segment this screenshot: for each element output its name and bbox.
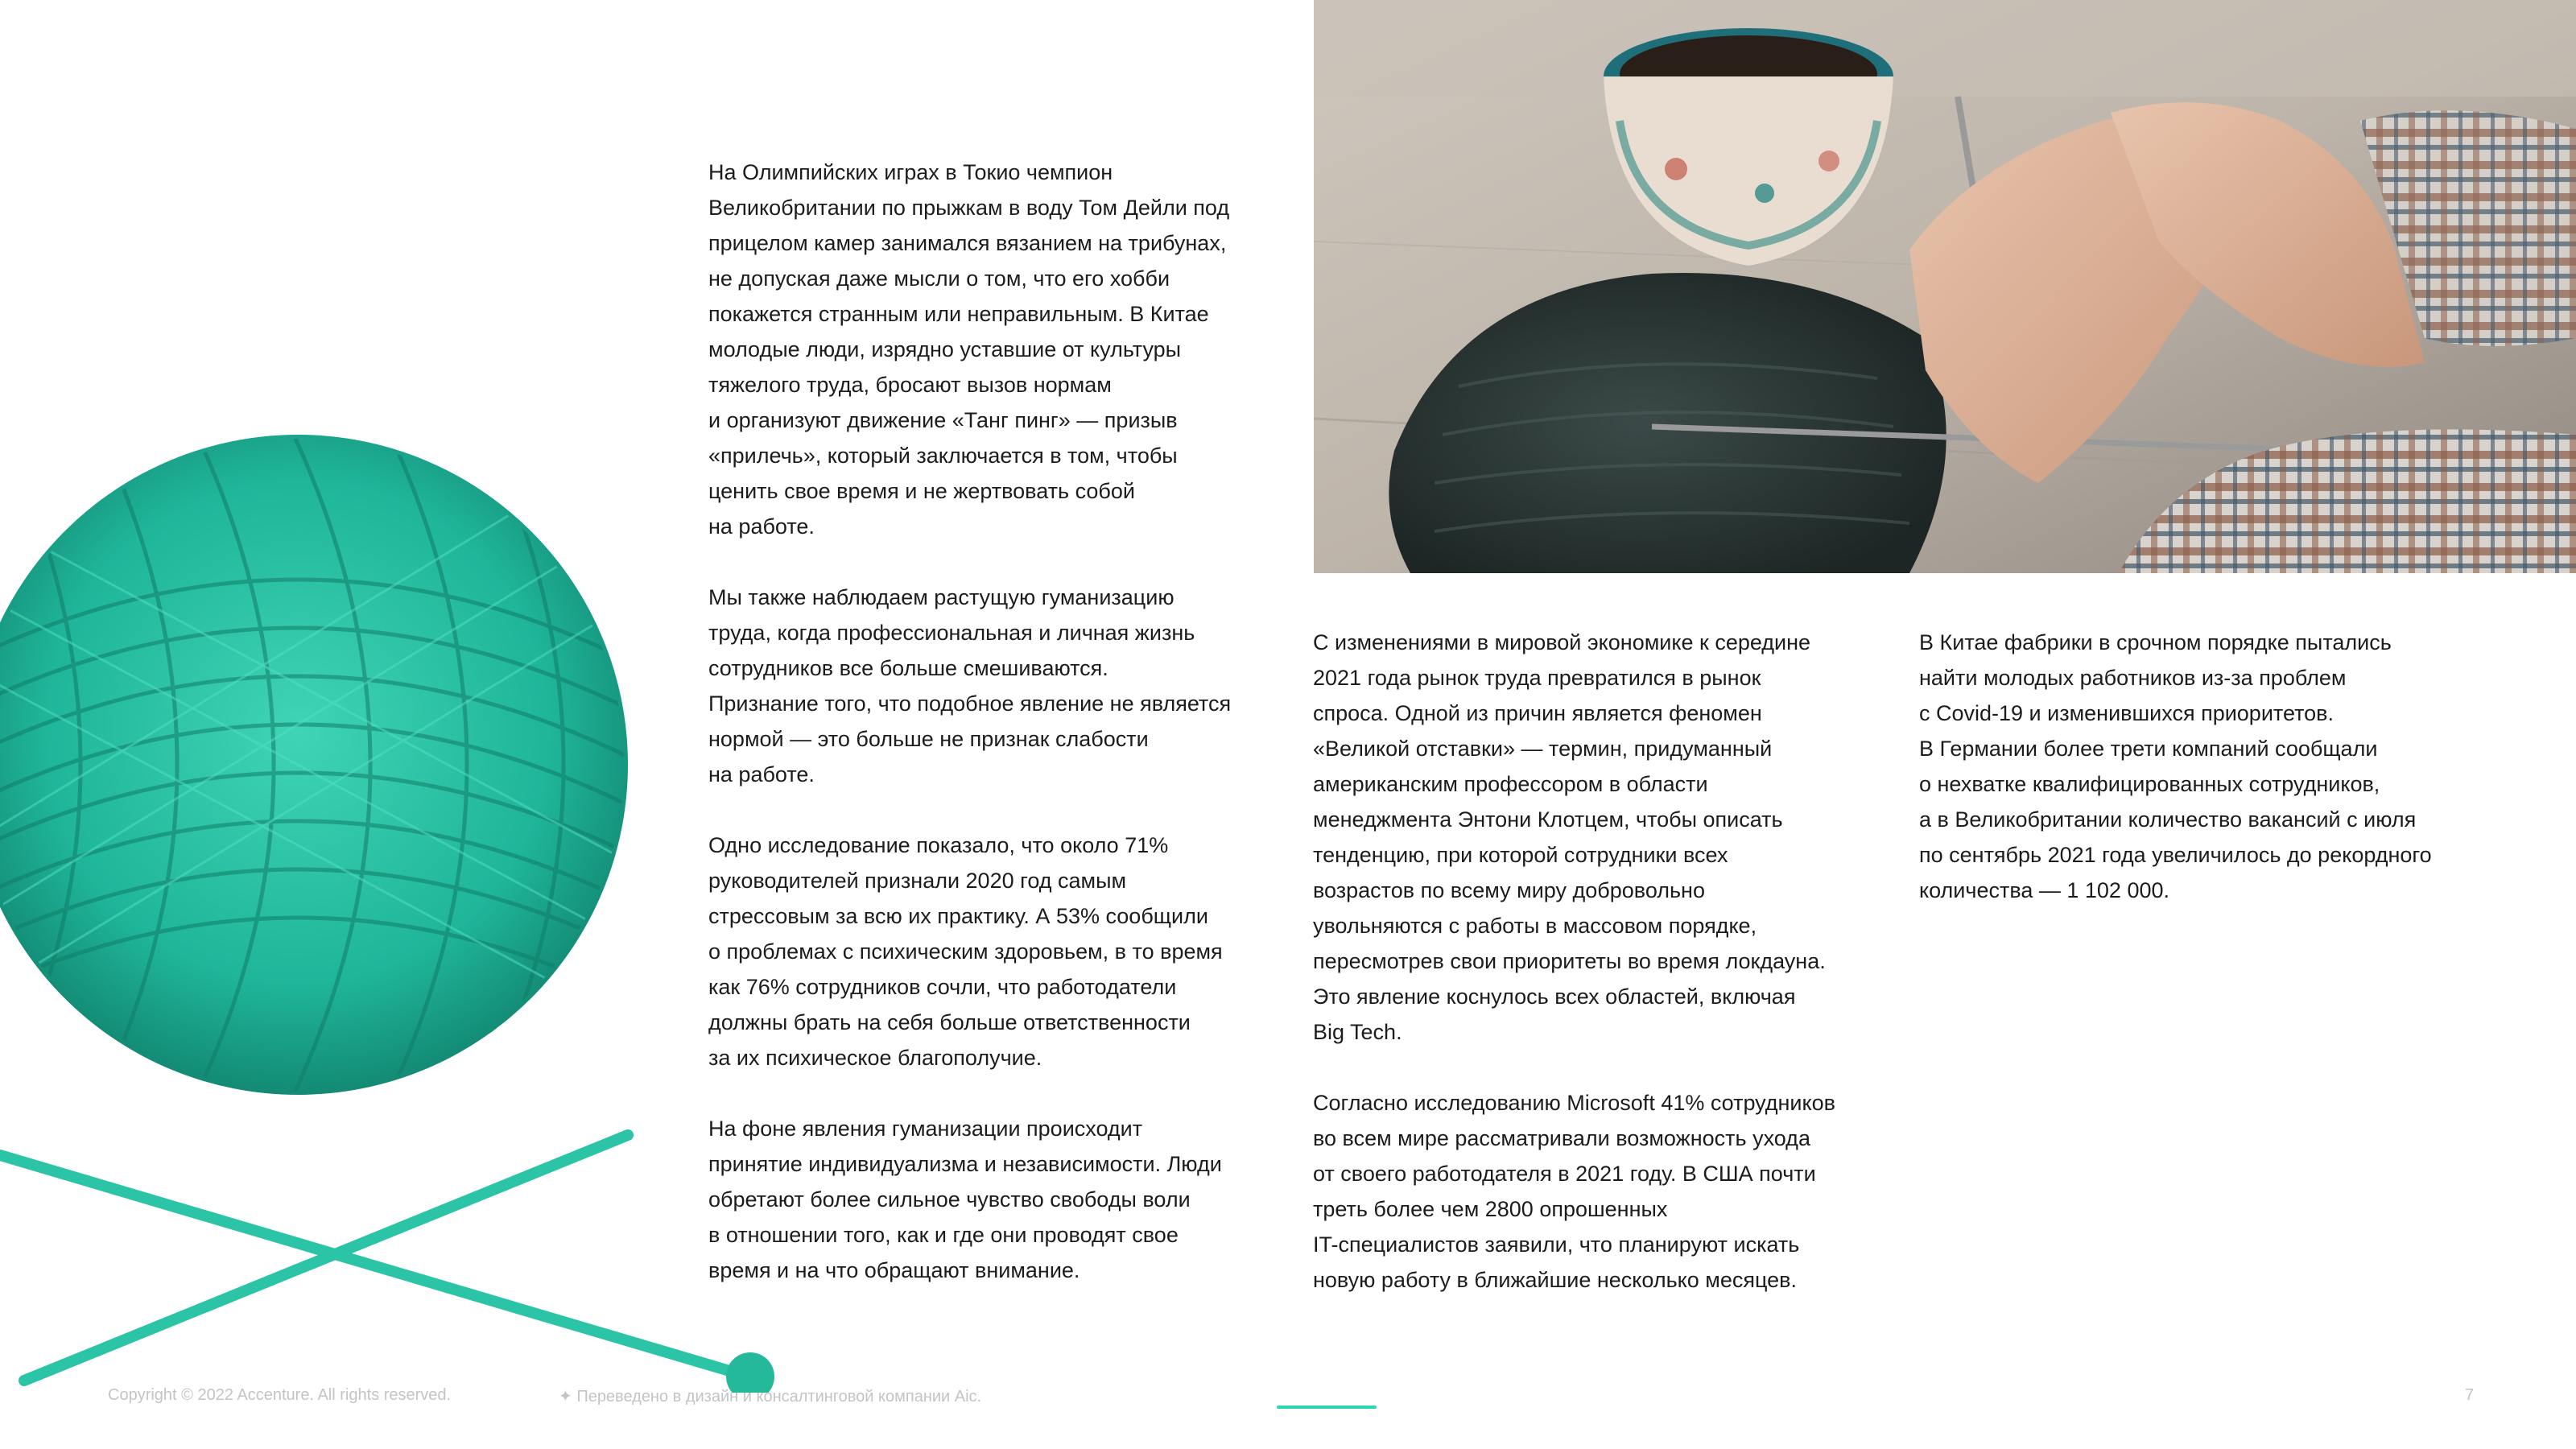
page-number: 7 (2465, 1386, 2475, 1404)
text-line: Это явление коснулось всех областей, включая (1313, 985, 1796, 1009)
text-line: IT-специалистов заявили, что планируют искать (1313, 1232, 1800, 1257)
knitting-hands-photo (1314, 0, 2576, 573)
paragraph (708, 155, 1272, 544)
text-line: прицелом камер занимался вязанием на трибунах, (708, 231, 1227, 255)
text-line: нормой — это больше не признак слабости (708, 727, 1149, 751)
text-line: должны брать на себя больше ответственности (708, 1010, 1191, 1034)
text-line: о проблемах с психическим здоровьем, в то время (708, 939, 1223, 964)
text-line: стрессовым за всю их практику. А 53% сообщили (708, 904, 1208, 928)
text-line: пересмотрев свои приоритеты во время локдауна. (1313, 949, 1826, 973)
text-column-middle (1313, 625, 1876, 1298)
text-line: руководителей признали 2020 год самым (708, 869, 1127, 893)
text-line: На Олимпийских играх в Токио чемпион (708, 160, 1113, 184)
translation-credit: ✦ Переведено в дизайн и консалтинговой компании Aic. (559, 1388, 982, 1406)
paragraph (1919, 625, 2499, 908)
text-line: Великобритании по прыжкам в воду Том Дейли под (708, 196, 1230, 220)
text-line: С изменениями в мировой экономике к середине (1313, 630, 1811, 654)
paragraph (708, 580, 1272, 792)
copyright-notice: Copyright © 2022 Accenture. All rights reserved. (108, 1386, 452, 1404)
text-line: новую работу в ближайшие несколько месяцев. (1313, 1268, 1798, 1292)
text-line: спроса. Одной из причин является феномен (1313, 701, 1762, 725)
text-line: Признание того, что подобное явление не является (708, 691, 1232, 716)
text-line: принятие индивидуализма и независимости. Люди (708, 1152, 1222, 1176)
text-line: американским профессором в области (1313, 772, 1708, 796)
text-line: на работе. (708, 514, 815, 539)
page-progress-bar (1277, 1406, 1377, 1409)
text-line: В Китае фабрики в срочном порядке пытались (1919, 630, 2392, 654)
text-line: о нехватке квалифицированных сотрудников, (1919, 772, 2380, 796)
text-line: молодые люди, изрядно уставшие от культуры (708, 337, 1182, 361)
text-line: от своего работодателя в 2021 году. В США почти (1313, 1162, 1816, 1186)
text-line: ценить свое время и не жертвовать собой (708, 479, 1135, 503)
text-column-left (708, 155, 1272, 1288)
text-line: с Covid-19 и изменившихся приоритетов. (1919, 701, 2334, 725)
text-line: В Германии более трети компаний сообщали (1919, 737, 2378, 761)
yarn-ball-illustration (0, 427, 805, 1393)
text-line: на работе. (708, 762, 815, 786)
text-line: тенденцию, при которой сотрудники всех (1313, 843, 1728, 867)
text-line: за их психическое благополучие. (708, 1046, 1042, 1070)
text-line: сотрудников все больше смешиваются. (708, 656, 1108, 680)
text-line: На фоне явления гуманизации происходит (708, 1117, 1143, 1141)
text-line: Мы также наблюдаем растущую гуманизацию (708, 585, 1174, 609)
text-line: «прилечь», который заключается в том, чтобы (708, 444, 1178, 468)
text-line: а в Великобритании количество вакансий с июля (1919, 807, 2417, 832)
paragraph (1313, 625, 1876, 1050)
text-line: по сентябрь 2021 года увеличилось до рекордного (1919, 843, 2432, 867)
text-line: возрастов по всему миру добровольно (1313, 878, 1705, 902)
text-line: увольняются с работы в массовом порядке, (1313, 914, 1757, 938)
text-line: не допуская даже мысли о том, что его хобби (708, 266, 1170, 291)
text-line: как 76% сотрудников сочли, что работодатели (708, 975, 1177, 999)
text-line: в отношении того, как и где они проводят свое (708, 1223, 1179, 1247)
text-line: треть более чем 2800 опрошенных (1313, 1197, 1668, 1221)
text-line: количества — 1 102 000. (1919, 878, 2170, 902)
text-line: тяжелого труда, бросают вызов нормам (708, 373, 1112, 397)
text-line: и организуют движение «Танг пинг» — призыв (708, 408, 1178, 432)
text-line: обретают более сильное чувство свободы воли (708, 1187, 1191, 1212)
text-line: покажется странным или неправильным. В Китае (708, 302, 1209, 326)
text-line: Одно исследование показало, что около 71% (708, 833, 1169, 857)
text-line: Big Tech. (1313, 1020, 1402, 1044)
text-line: менеджмента Энтони Клотцем, чтобы описать (1313, 807, 1783, 832)
text-column-right (1919, 625, 2499, 908)
text-line: труда, когда профессиональная и личная жизнь (708, 621, 1195, 645)
paragraph (708, 828, 1272, 1075)
text-line: 2021 года рынок труда превратился в рынок (1313, 666, 1761, 690)
paragraph (1313, 1085, 1876, 1298)
text-line: «Великой отставки» — термин, придуманный (1313, 737, 1773, 761)
text-line: Согласно исследованию Microsoft 41% сотрудников (1313, 1091, 1835, 1115)
text-line: найти молодых работников из-за проблем (1919, 666, 2347, 690)
text-line: время и на что обращают внимание. (708, 1258, 1080, 1282)
text-line: во всем мире рассматривали возможность ухода (1313, 1126, 1810, 1150)
paragraph (708, 1111, 1272, 1288)
